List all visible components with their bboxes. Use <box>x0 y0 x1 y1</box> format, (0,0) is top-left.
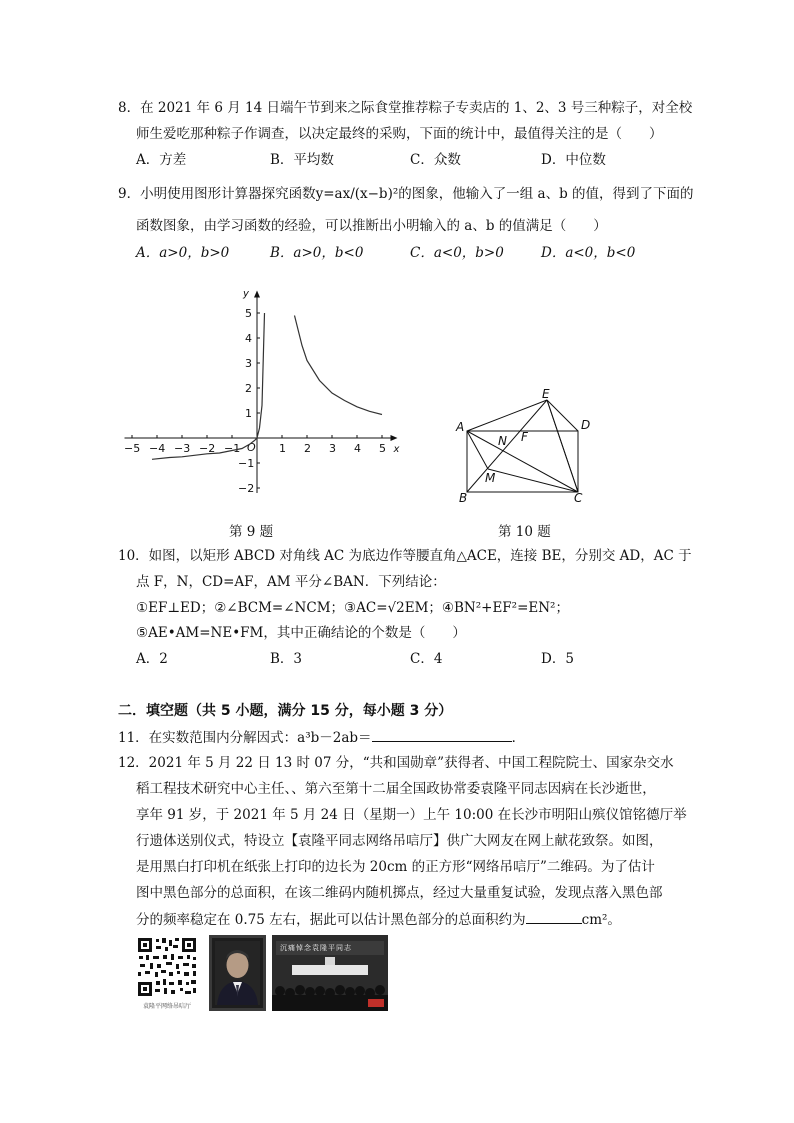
y-tick-label: −1 <box>238 457 255 470</box>
q8-option-a: A．方差 <box>136 152 187 168</box>
memorial-banner-text: 沉痛悼念袁隆平同志 <box>280 944 352 952</box>
qr-code-icon <box>136 936 198 998</box>
q10-line1: 10．如图，以矩形 ABCD 对角线 AC 为底边作等腰直角△ACE，连接 BE，分别交 AD，AC 于 <box>118 548 692 564</box>
memorial-hall-photo <box>272 935 388 1011</box>
origin-label: O <box>247 441 256 454</box>
q12-line6: 图中黑色部分的总面积，在该二维码内随机掷点，经过大量重复试验，发现点落入黑色部 <box>136 885 663 901</box>
y-tick-label: 1 <box>245 407 252 420</box>
x-tick-label: 3 <box>329 442 336 455</box>
x-tick-label: −2 <box>199 442 216 455</box>
q11-line <box>118 727 525 748</box>
q8-option-c: C．众数 <box>410 152 461 168</box>
x-tick-label: 5 <box>379 442 386 455</box>
q8-option-d: D．中位数 <box>541 152 606 168</box>
q10-option-a: A．2 <box>136 651 168 667</box>
function-graph <box>110 268 410 513</box>
x-tick-label: 2 <box>304 442 311 455</box>
q12-line2: 稻工程技术研究中心主任、、第六至第十二届全国政协常委袁隆平同志因病在长沙逝世， <box>136 781 656 797</box>
x-tick-label: −1 <box>224 442 241 455</box>
y-tick-label: −2 <box>238 482 255 495</box>
y-axis-arrow <box>254 291 260 298</box>
geometry-figure <box>450 385 600 505</box>
q9-option-a: A．a>0，b>0 <box>136 245 230 261</box>
q10-option-b: B．3 <box>270 651 303 667</box>
q12-answer-blank[interactable] <box>526 909 582 924</box>
q11-end: ． <box>511 730 526 746</box>
segment-be <box>467 400 547 492</box>
portrait-photo <box>209 935 266 1011</box>
label-c: C <box>574 491 583 505</box>
x-tick-label: 1 <box>279 442 286 455</box>
q8-line1: 8．在 2021 年 6 月 14 日端午节到来之际食堂推荐粽子专卖店的 1、2、3 号三种粽子，对全校 <box>118 100 693 116</box>
figure10-caption: 第 10 题 <box>498 524 551 540</box>
q10-line3: ①EF⊥ED；②∠BCM=∠NCM；③AC=√2EM；④BN²+EF²=EN²； <box>136 600 569 616</box>
x-tick-label: −4 <box>149 442 166 455</box>
section-title: 二．填空题（共 5 小题，满分 15 分，每小题 3 分） <box>118 703 453 719</box>
q8-option-b: B．平均数 <box>270 152 334 168</box>
q9-option-b: B．a>0，b<0 <box>270 245 364 261</box>
qr-code-image <box>136 936 198 1012</box>
x-tick-label: −3 <box>174 442 191 455</box>
label-f: F <box>521 430 528 444</box>
x-tick-label: 4 <box>354 442 361 455</box>
label-m: M <box>485 471 496 485</box>
q12-line7 <box>136 909 621 930</box>
y-tick-label: 4 <box>245 332 252 345</box>
y-tick-label: 2 <box>245 382 252 395</box>
segment-ed <box>547 400 578 431</box>
y-tick-label: 3 <box>245 357 252 370</box>
q9-line1: 9．小明使用图形计算器探究函数y=ax/(x−b)²的图象，他输入了一组 a、b 的值，得到了下面的 <box>118 186 694 202</box>
y-axis-label: y <box>243 288 249 300</box>
q8-line2: 师生爱吃那种粽子作调查，以决定最终的采购，下面的统计中，最值得关注的是（ ） <box>136 126 663 142</box>
q12-line1: 12．2021 年 5 月 22 日 13 时 07 分，“共和国勋章”获得者、中国工程院院士、国家杂交水 <box>118 755 674 771</box>
segment-ce <box>547 400 578 492</box>
q12-line3: 享年 91 岁，于 2021 年 5 月 24 日（星期一）上午 10:00 在长沙市明阳山殡仪馆铭德厅举 <box>136 807 687 823</box>
label-e: E <box>542 387 550 401</box>
figure9-caption: 第 9 题 <box>229 524 274 540</box>
q9-option-d: D．a<0，b<0 <box>541 245 636 261</box>
q12-line7-text: 分的频率稳定在 0.75 左右，据此可以估计黑色部分的总面积约为 <box>136 912 526 928</box>
label-d: D <box>581 418 591 432</box>
x-tick-label: −5 <box>124 442 141 455</box>
label-n: N <box>498 434 507 448</box>
segment-ae <box>467 400 547 431</box>
qr-caption: 袁隆平网络吊唁厅 <box>142 1003 191 1010</box>
x-axis-label: x <box>393 444 400 455</box>
q10-option-d: D．5 <box>541 651 574 667</box>
q12-unit: cm²。 <box>581 912 621 928</box>
q12-line4: 行遗体送别仪式，特设立【袁隆平同志网络吊唁厅】供广大网友在网上献花致祭。如图， <box>136 833 663 849</box>
x-axis-arrow <box>391 435 398 441</box>
q12-line5: 是用黑白打印机在纸张上打印的边长为 20cm 的正方形“网络吊唁厅”二维码。为了估计 <box>136 859 655 875</box>
q10-option-c: C．4 <box>410 651 443 667</box>
y-tick-label: 5 <box>245 307 252 320</box>
label-a: A <box>456 420 465 434</box>
label-b: B <box>459 491 468 505</box>
q11-answer-blank[interactable] <box>372 727 512 742</box>
q11-text: 11．在实数范围内分解因式：a³b－2ab＝ <box>118 730 372 746</box>
q9-line2: 函数图象，由学习函数的经验，可以推断出小明输入的 a、b 的值满足（ ） <box>136 218 607 234</box>
q10-line2: 点 F，N，CD=AF，AM 平分∠BAN．下列结论： <box>136 574 446 590</box>
curve-right-branch <box>295 316 383 415</box>
portrait-icon <box>209 935 266 1011</box>
q10-line4: ⑤AE•AM=NE•FM，其中正确结论的个数是（ ） <box>136 625 466 641</box>
segment-cm <box>488 469 578 492</box>
q9-option-c: C．a<0，b>0 <box>410 245 504 261</box>
